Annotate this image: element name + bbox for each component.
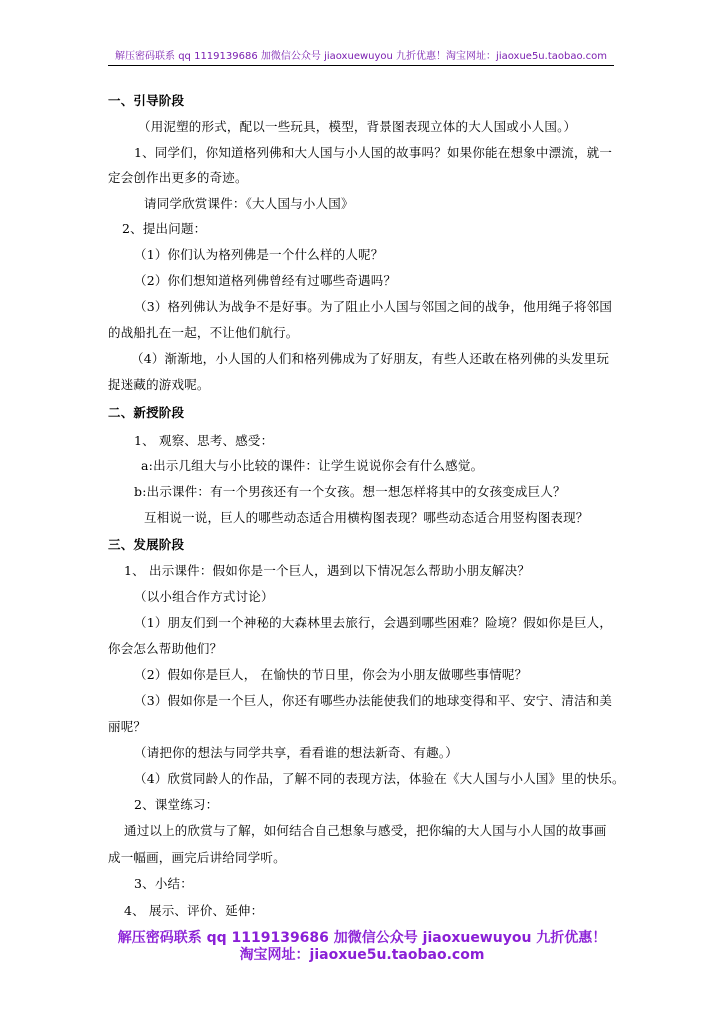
paragraph-text: a:出示几组大与小比较的课件：让学生说说你会有什么感觉。 bbox=[141, 458, 484, 473]
question-item: （1）你们认为格列佛是一个什么样的人呢？ bbox=[134, 247, 384, 262]
question-item: （3）假如你是一个巨人，你还有哪些办法能使我们的地球变得和平、安宁、清洁和美 bbox=[134, 693, 613, 708]
paragraph-text: （以小组合作方式讨论） bbox=[134, 589, 274, 604]
question-item: （3）格列佛认为战争不是好事。为了阻止小人国与邻国之间的战争，他用绳子将邻国 bbox=[134, 299, 613, 314]
section-heading-develop: 三、发展阶段 bbox=[108, 537, 185, 552]
paragraph-text: b:出示课件：有一个男孩还有一个女孩。想一想怎样将其中的女孩变成巨人？ bbox=[134, 484, 566, 499]
question-item: 的战船扎在一起，不让他们航行。 bbox=[108, 325, 299, 340]
question-item: 捉迷藏的游戏呢。 bbox=[108, 377, 210, 392]
paragraph-text: 定会创作出更多的奇迹。 bbox=[108, 170, 248, 185]
question-item: （2）假如你是巨人， 在愉快的节日里，你会为小朋友做哪些事情呢？ bbox=[134, 667, 528, 682]
footer-shop-url: 淘宝网址：jiaoxue5u.taobao.com bbox=[239, 947, 485, 963]
question-item: 你会怎么帮助他们？ bbox=[108, 641, 223, 656]
footer-contact: 解压密码联系 qq 1119139686 加微信公众号 jiaoxuewuyou 九折优惠！ bbox=[117, 930, 607, 946]
paragraph-text: （请把你的想法与同学共享，看看谁的想法新奇、有趣。） bbox=[134, 745, 458, 760]
paragraph-text: 1、同学们，你知道格列佛和大人国与小人国的故事吗？如果你能在想象中漂流，就一 bbox=[134, 145, 613, 160]
question-item: （2）你们想知道格列佛曾经有过哪些奇遇吗？ bbox=[134, 273, 397, 288]
question-item: （4）欣赏同龄人的作品，了解不同的表现方法，体验在《大人国与小人国》里的快乐。 bbox=[134, 771, 625, 786]
paragraph-text: 2、课堂练习： bbox=[134, 797, 219, 812]
page-header: 解压密码联系 qq 1119139686 加微信公众号 jiaoxuewuyou 九折优惠！淘宝网址：jiaoxue5u.taobao.com bbox=[115, 51, 607, 62]
paragraph-text: 1、 出示课件：假如你是一个巨人，遇到以下情况怎么帮助小朋友解决？ bbox=[124, 563, 531, 578]
question-item: （1）朋友们到一个神秘的大森林里去旅行，会遇到哪些困难？险境？假如你是巨人， bbox=[134, 615, 613, 630]
paragraph-text: 互相说一说，巨人的哪些动态适合用横构图表现？哪些动态适合用竖构图表现？ bbox=[144, 510, 589, 525]
paragraph-text: 请同学欣赏课件：《大人国与小人国》 bbox=[144, 196, 354, 211]
section-heading-new: 二、新授阶段 bbox=[108, 405, 185, 420]
paragraph-text: （用泥塑的形式，配以一些玩具，模型，背景图表现立体的大人国或小人国。） bbox=[138, 119, 577, 134]
paragraph-text: 通过以上的欣赏与了解，如何结合自己想象与感受，把你编的大人国与小人国的故事画 bbox=[124, 823, 607, 838]
paragraph-text: 4、 展示、评价、延伸： bbox=[124, 903, 264, 918]
header-rule bbox=[108, 65, 614, 66]
paragraph-text: 3、小结： bbox=[134, 876, 193, 891]
paragraph-text: 1、 观察、思考、感受： bbox=[134, 433, 274, 448]
paragraph-text: 成一幅画，画完后讲给同学听。 bbox=[108, 850, 286, 865]
paragraph-text: 2、提出问题： bbox=[122, 221, 207, 236]
question-item: （4）渐渐地，小人国的人们和格列佛成为了好朋友，有些人还敢在格列佛的头发里玩 bbox=[131, 351, 610, 366]
question-item: 丽呢？ bbox=[108, 719, 147, 734]
section-heading-intro: 一、引导阶段 bbox=[108, 93, 185, 108]
